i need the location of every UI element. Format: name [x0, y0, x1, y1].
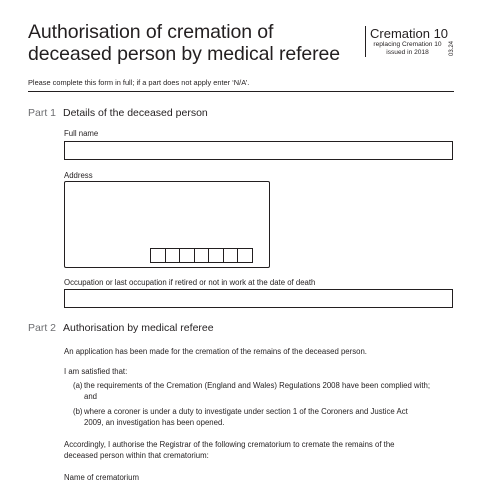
postcode-cell[interactable]	[165, 248, 181, 263]
date-code: 03.24	[449, 40, 455, 56]
authorisation-line-1: Accordingly, I authorise the Registrar of the following crematorium to cremate the remains of the	[64, 440, 395, 449]
form-title-line-1: Authorisation of cremation of	[28, 21, 274, 43]
part-1-number: Part 1	[28, 107, 57, 119]
condition-a-line-1: the requirements of the Cremation (England and Wales) Regulations 2008 have been complied with;	[84, 381, 431, 390]
condition-b-line-2: 2009, an investigation has been opened.	[84, 418, 225, 427]
postcode-cell[interactable]	[150, 248, 166, 263]
satisfied-statement: I am satisfied that:	[64, 367, 128, 376]
part-1-title: Details of the deceased person	[63, 107, 208, 119]
replaces-note-line-2: issued in 2018	[386, 49, 429, 56]
condition-a-line-2: and	[84, 392, 98, 401]
date-code-block	[449, 40, 459, 76]
replaces-note-line-1: replacing Cremation 10	[373, 41, 442, 48]
application-statement: An application has been made for the cremation of the remains of the deceased person.	[64, 347, 367, 356]
postcode-cell[interactable]	[208, 248, 224, 263]
authorisation-line-2: deceased person within that crematorium:	[64, 451, 209, 460]
form-title-line-2: deceased person by medical referee	[28, 43, 341, 65]
postcode-cell[interactable]	[237, 248, 253, 263]
address-label: Address	[64, 171, 93, 180]
part-2-heading	[28, 322, 214, 334]
part-2-number: Part 2	[28, 322, 57, 334]
part-2-title: Authorisation by medical referee	[63, 322, 214, 334]
full-name-label: Full name	[64, 129, 99, 138]
header-divider	[28, 91, 454, 92]
postcode-cell[interactable]	[194, 248, 210, 263]
condition-a-marker: (a)	[73, 381, 83, 390]
postcode-boxes[interactable]	[150, 248, 252, 263]
instruction-text: Please complete this form in full; if a part does not apply enter ‘N/A’.	[28, 78, 250, 87]
authorisation-statement	[64, 439, 395, 461]
form-title	[28, 21, 348, 65]
condition-b-line-1: where a coroner is under a duty to investigate under section 1 of the Coroners and Justice Act	[84, 407, 408, 416]
full-name-field[interactable]	[64, 141, 453, 160]
postcode-cell[interactable]	[179, 248, 195, 263]
form-code: Cremation 10	[370, 26, 449, 41]
occupation-field[interactable]	[64, 289, 453, 308]
part-1-heading	[28, 107, 208, 119]
postcode-cell[interactable]	[223, 248, 239, 263]
form-code-block	[365, 26, 449, 57]
occupation-label: Occupation or last occupation if retired or not in work at the date of death	[64, 278, 316, 287]
crematorium-label: Name of crematorium	[64, 473, 139, 480]
condition-b-marker: (b)	[73, 407, 83, 416]
